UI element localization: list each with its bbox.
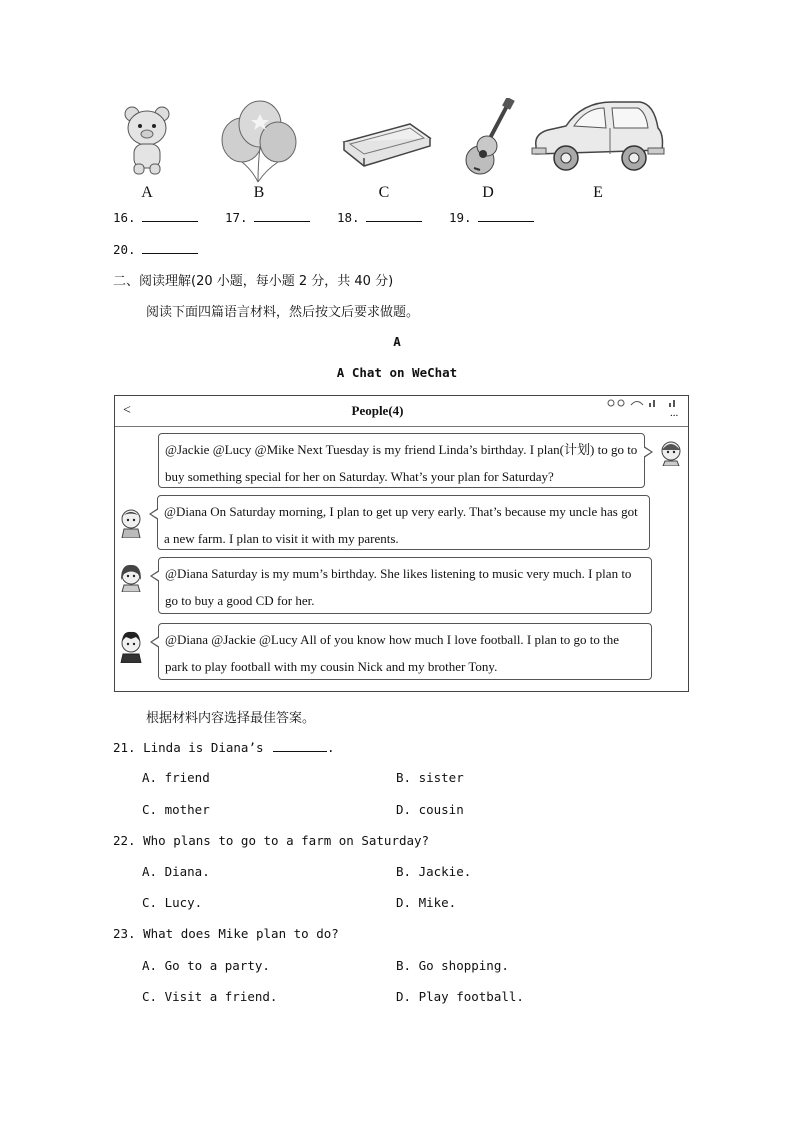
section-instruction: 阅读下面四篇语言材料，然后按文后要求做题。: [146, 305, 420, 320]
option-23-a[interactable]: A. Go to a party.: [142, 958, 270, 973]
blank-18[interactable]: [337, 209, 422, 225]
option-23-c[interactable]: C. Visit a friend.: [142, 989, 278, 1004]
question-21-stem: [113, 739, 335, 755]
balloons-icon: [218, 100, 298, 184]
blank-20-number: 20.: [113, 242, 136, 257]
question-22-stem: 22. Who plans to go to a farm on Saturday?: [113, 833, 430, 848]
avatar-mike-icon: [119, 631, 143, 667]
blank-17-number: 17.: [225, 210, 248, 225]
chat-header: [115, 396, 688, 427]
option-21-d[interactable]: D. cousin: [396, 802, 464, 817]
pencil-case-icon: [338, 120, 434, 172]
section-heading: 二、阅读理解(20 小题，每小题 2 分，共 40 分): [113, 274, 394, 289]
chat-title: People(4): [351, 403, 404, 418]
chat-message: [157, 495, 650, 550]
option-23-d[interactable]: D. Play football.: [396, 989, 524, 1004]
chat-message: [158, 623, 652, 680]
blank-16-line[interactable]: [142, 209, 198, 222]
question-21-blank[interactable]: [273, 739, 327, 752]
chat-window: [114, 395, 689, 692]
back-icon[interactable]: <: [123, 403, 131, 418]
option-22-a[interactable]: A. Diana.: [142, 864, 210, 879]
chat-message-text: @Jackie @Lucy @Mike Next Tuesday is my friend Linda’s birthday. I plan(计划) to go to buy something special for her on Saturday. What’s your plan for Saturday?: [165, 442, 638, 484]
avatar-diana-icon: [659, 440, 683, 470]
avatar-lucy-icon: [119, 564, 143, 596]
option-22-c[interactable]: C. Lucy.: [142, 895, 203, 910]
blank-16[interactable]: [113, 209, 198, 225]
blank-19-number: 19.: [449, 210, 472, 225]
blank-17-line[interactable]: [254, 209, 310, 222]
chat-message: [158, 557, 652, 614]
blank-19-line[interactable]: [478, 209, 534, 222]
picture-label-a: A: [141, 184, 153, 201]
car-icon: [530, 98, 666, 174]
option-23-b[interactable]: B. Go shopping.: [396, 958, 509, 973]
blank-16-number: 16.: [113, 210, 136, 225]
question-21-text: 21. Linda is Diana’s: [113, 740, 264, 755]
question-21-period: .: [327, 740, 335, 755]
blank-17[interactable]: [225, 209, 310, 225]
picture-label-b: B: [253, 184, 265, 201]
option-21-c[interactable]: C. mother: [142, 802, 210, 817]
choose-instruction: 根据材料内容选择最佳答案。: [146, 711, 316, 726]
option-21-a[interactable]: A. friend: [142, 770, 210, 785]
blank-19[interactable]: [449, 209, 534, 225]
blank-20[interactable]: [113, 241, 198, 257]
option-22-d[interactable]: D. Mike.: [396, 895, 457, 910]
chat-message-text: @Diana @Jackie @Lucy All of you know how much I love football. I plan to go to the park to play football with my cousin Nick and my brother Tony.: [165, 632, 619, 674]
picture-label-e: E: [593, 184, 603, 201]
question-23-stem: 23. What does Mike plan to do?: [113, 926, 339, 941]
blank-18-line[interactable]: [366, 209, 422, 222]
passage-letter: A: [393, 334, 401, 349]
option-21-b[interactable]: B. sister: [396, 770, 464, 785]
picture-label-d: D: [482, 184, 494, 201]
picture-label-c: C: [378, 184, 390, 201]
more-icon[interactable]: ...: [670, 407, 679, 419]
blank-18-number: 18.: [337, 210, 360, 225]
avatar-jackie-icon: [119, 508, 143, 542]
passage-title: A Chat on WeChat: [336, 365, 458, 380]
chat-message-text: @Diana Saturday is my mum’s birthday. She likes listening to music very much. I plan to go to buy a good CD for her.: [165, 566, 632, 608]
blank-20-line[interactable]: [142, 241, 198, 254]
chat-message: [158, 433, 645, 488]
teddy-bear-icon: [122, 104, 172, 176]
chat-message-text: @Diana On Saturday morning, I plan to get up very early. That’s because my uncle has got a new farm. I plan to visit it with my parents.: [164, 504, 638, 546]
guitar-icon: [460, 98, 516, 180]
option-22-b[interactable]: B. Jackie.: [396, 864, 472, 879]
